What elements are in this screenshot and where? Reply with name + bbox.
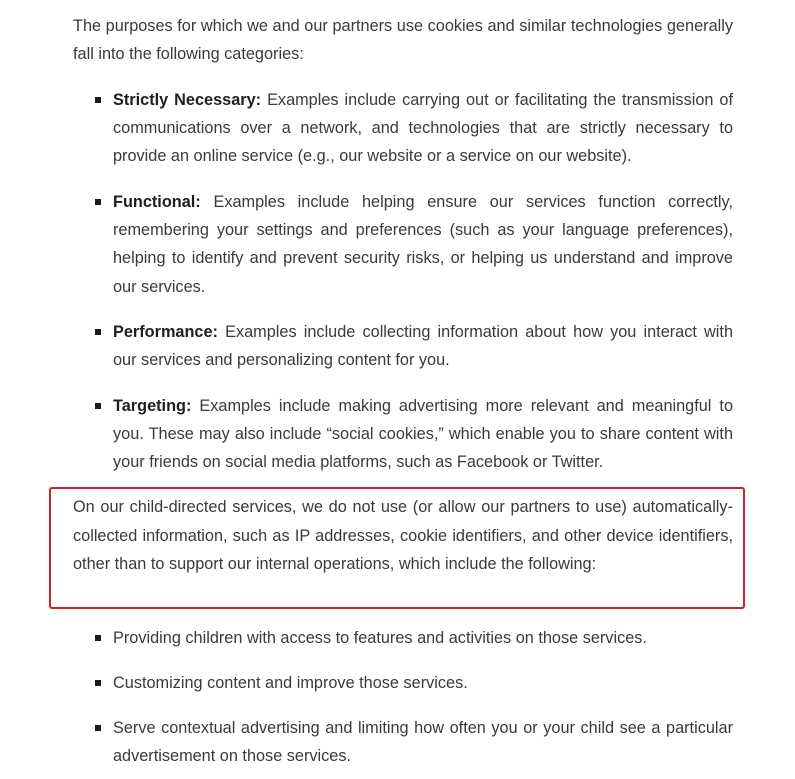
list-item-operation	[113, 669, 733, 697]
category-term: Functional:	[113, 193, 201, 211]
operation-text: Providing children with access to features and activities on those services.	[113, 629, 647, 647]
bullet-icon	[95, 635, 101, 641]
operation-text: Serve contextual advertising and limiting how often you or your child see a particular advertisement on those services.	[113, 719, 733, 766]
list-item-operation	[113, 714, 733, 770]
category-description: Examples include helping ensure our services function correctly, remembering your settings and preferences (such as your language preferences), helping to identify and prevent security risks, or helping us understand and improve our services.	[113, 193, 733, 296]
child-directed-notice: On our child-directed services, we do not use (or allow our partners to use) automatically-collected information, such as IP addresses, cookie identifiers, and other device identifiers, other than to support our internal operations, which include the following:	[73, 498, 733, 573]
bullet-icon	[95, 403, 101, 409]
category-term: Targeting:	[113, 397, 192, 415]
intro-paragraph: The purposes for which we and our partners use cookies and similar technologies generally fall into the following categories:	[73, 17, 733, 64]
bullet-icon	[95, 680, 101, 686]
list-item-operation	[113, 624, 733, 652]
highlighted-notice-box	[49, 487, 745, 609]
operation-text: Customizing content and improve those services.	[113, 674, 468, 692]
bullet-icon	[95, 725, 101, 731]
category-description: Examples include carrying out or facilitating the transmission of communications over a network, and technologies that are strictly necessary to provide an online service (e.g., our website or a service on our website).	[113, 91, 733, 166]
list-item-targeting	[113, 392, 733, 477]
list-item-strictly-necessary	[113, 86, 733, 171]
category-term: Strictly Necessary:	[113, 91, 262, 109]
list-item-functional	[113, 188, 733, 301]
bullet-icon	[95, 199, 101, 205]
bullet-icon	[95, 97, 101, 103]
bullet-icon	[95, 329, 101, 335]
category-description: Examples include collecting information about how you interact with our services and personalizing content for you.	[113, 323, 733, 370]
category-term: Performance:	[113, 323, 218, 341]
category-description: Examples include making advertising more relevant and meaningful to you. These may also include “social cookies,” which enable you to share content with your friends on social media platforms, such as Facebook or Twitter.	[113, 397, 733, 472]
list-item-performance	[113, 318, 733, 374]
